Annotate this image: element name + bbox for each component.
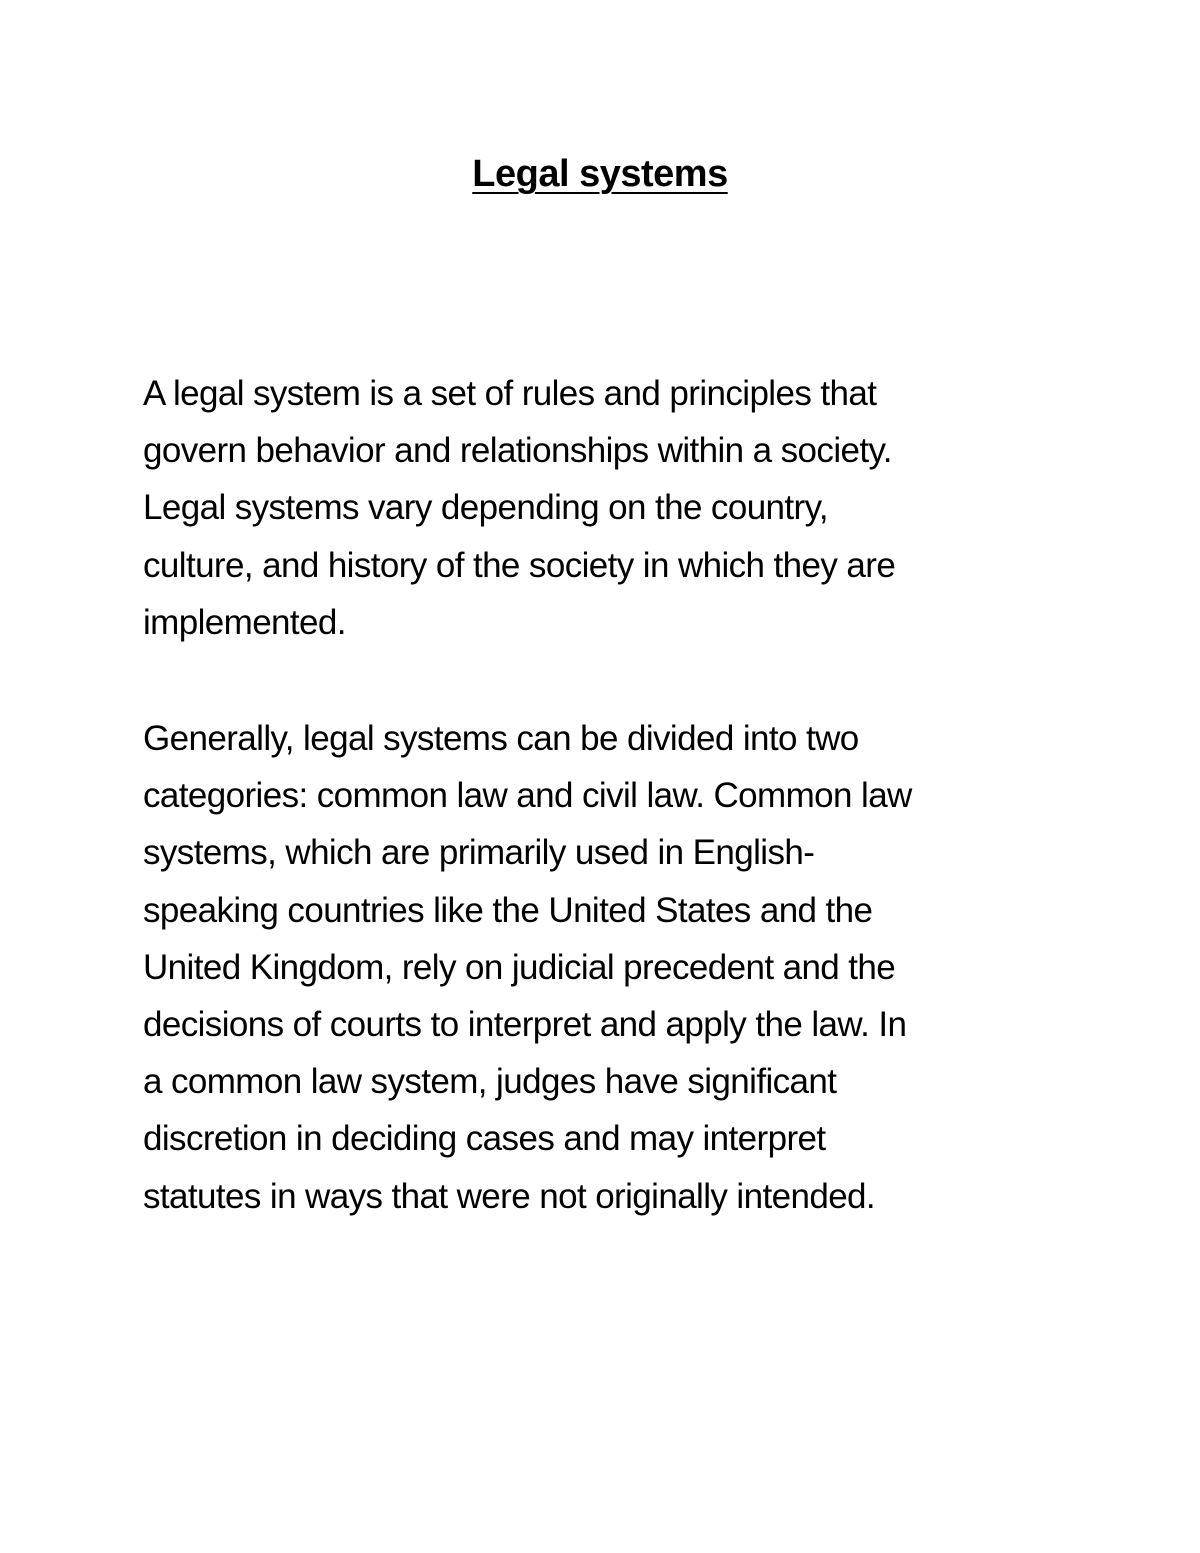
paragraph-2 [143,710,1073,1225]
paragraph-line: speaking countries like the United States and the [143,890,873,930]
paragraph-line: statutes in ways that were not originally intended. [143,1176,876,1216]
paragraph-line: A legal system is a set of rules and principles that [143,374,877,413]
paragraph-line: govern behavior and relationships within a society. [143,431,892,471]
paragraph-line: Generally, legal systems can be divided into two [143,719,859,758]
paragraph-line: United Kingdom, rely on judicial precedent and the [143,947,896,987]
paragraph-1 [143,365,1073,651]
paragraph-line: a common law system, judges have significant [143,1062,837,1102]
paragraph-line: Legal systems vary depending on the country, [143,488,829,528]
paragraph-line: decisions of courts to interpret and apply the law. In [143,1005,907,1045]
paragraph-line: implemented. [143,602,346,642]
paragraph-line: categories: common law and civil law. Common law [143,776,912,816]
page-title-text: Legal systems [472,153,728,195]
paragraph-line: discretion in deciding cases and may interpret [143,1119,826,1159]
page-title [0,146,1200,202]
paragraph-line: systems, which are primarily used in English- [143,833,815,873]
paragraph-line: culture, and history of the society in which they are [143,545,896,585]
